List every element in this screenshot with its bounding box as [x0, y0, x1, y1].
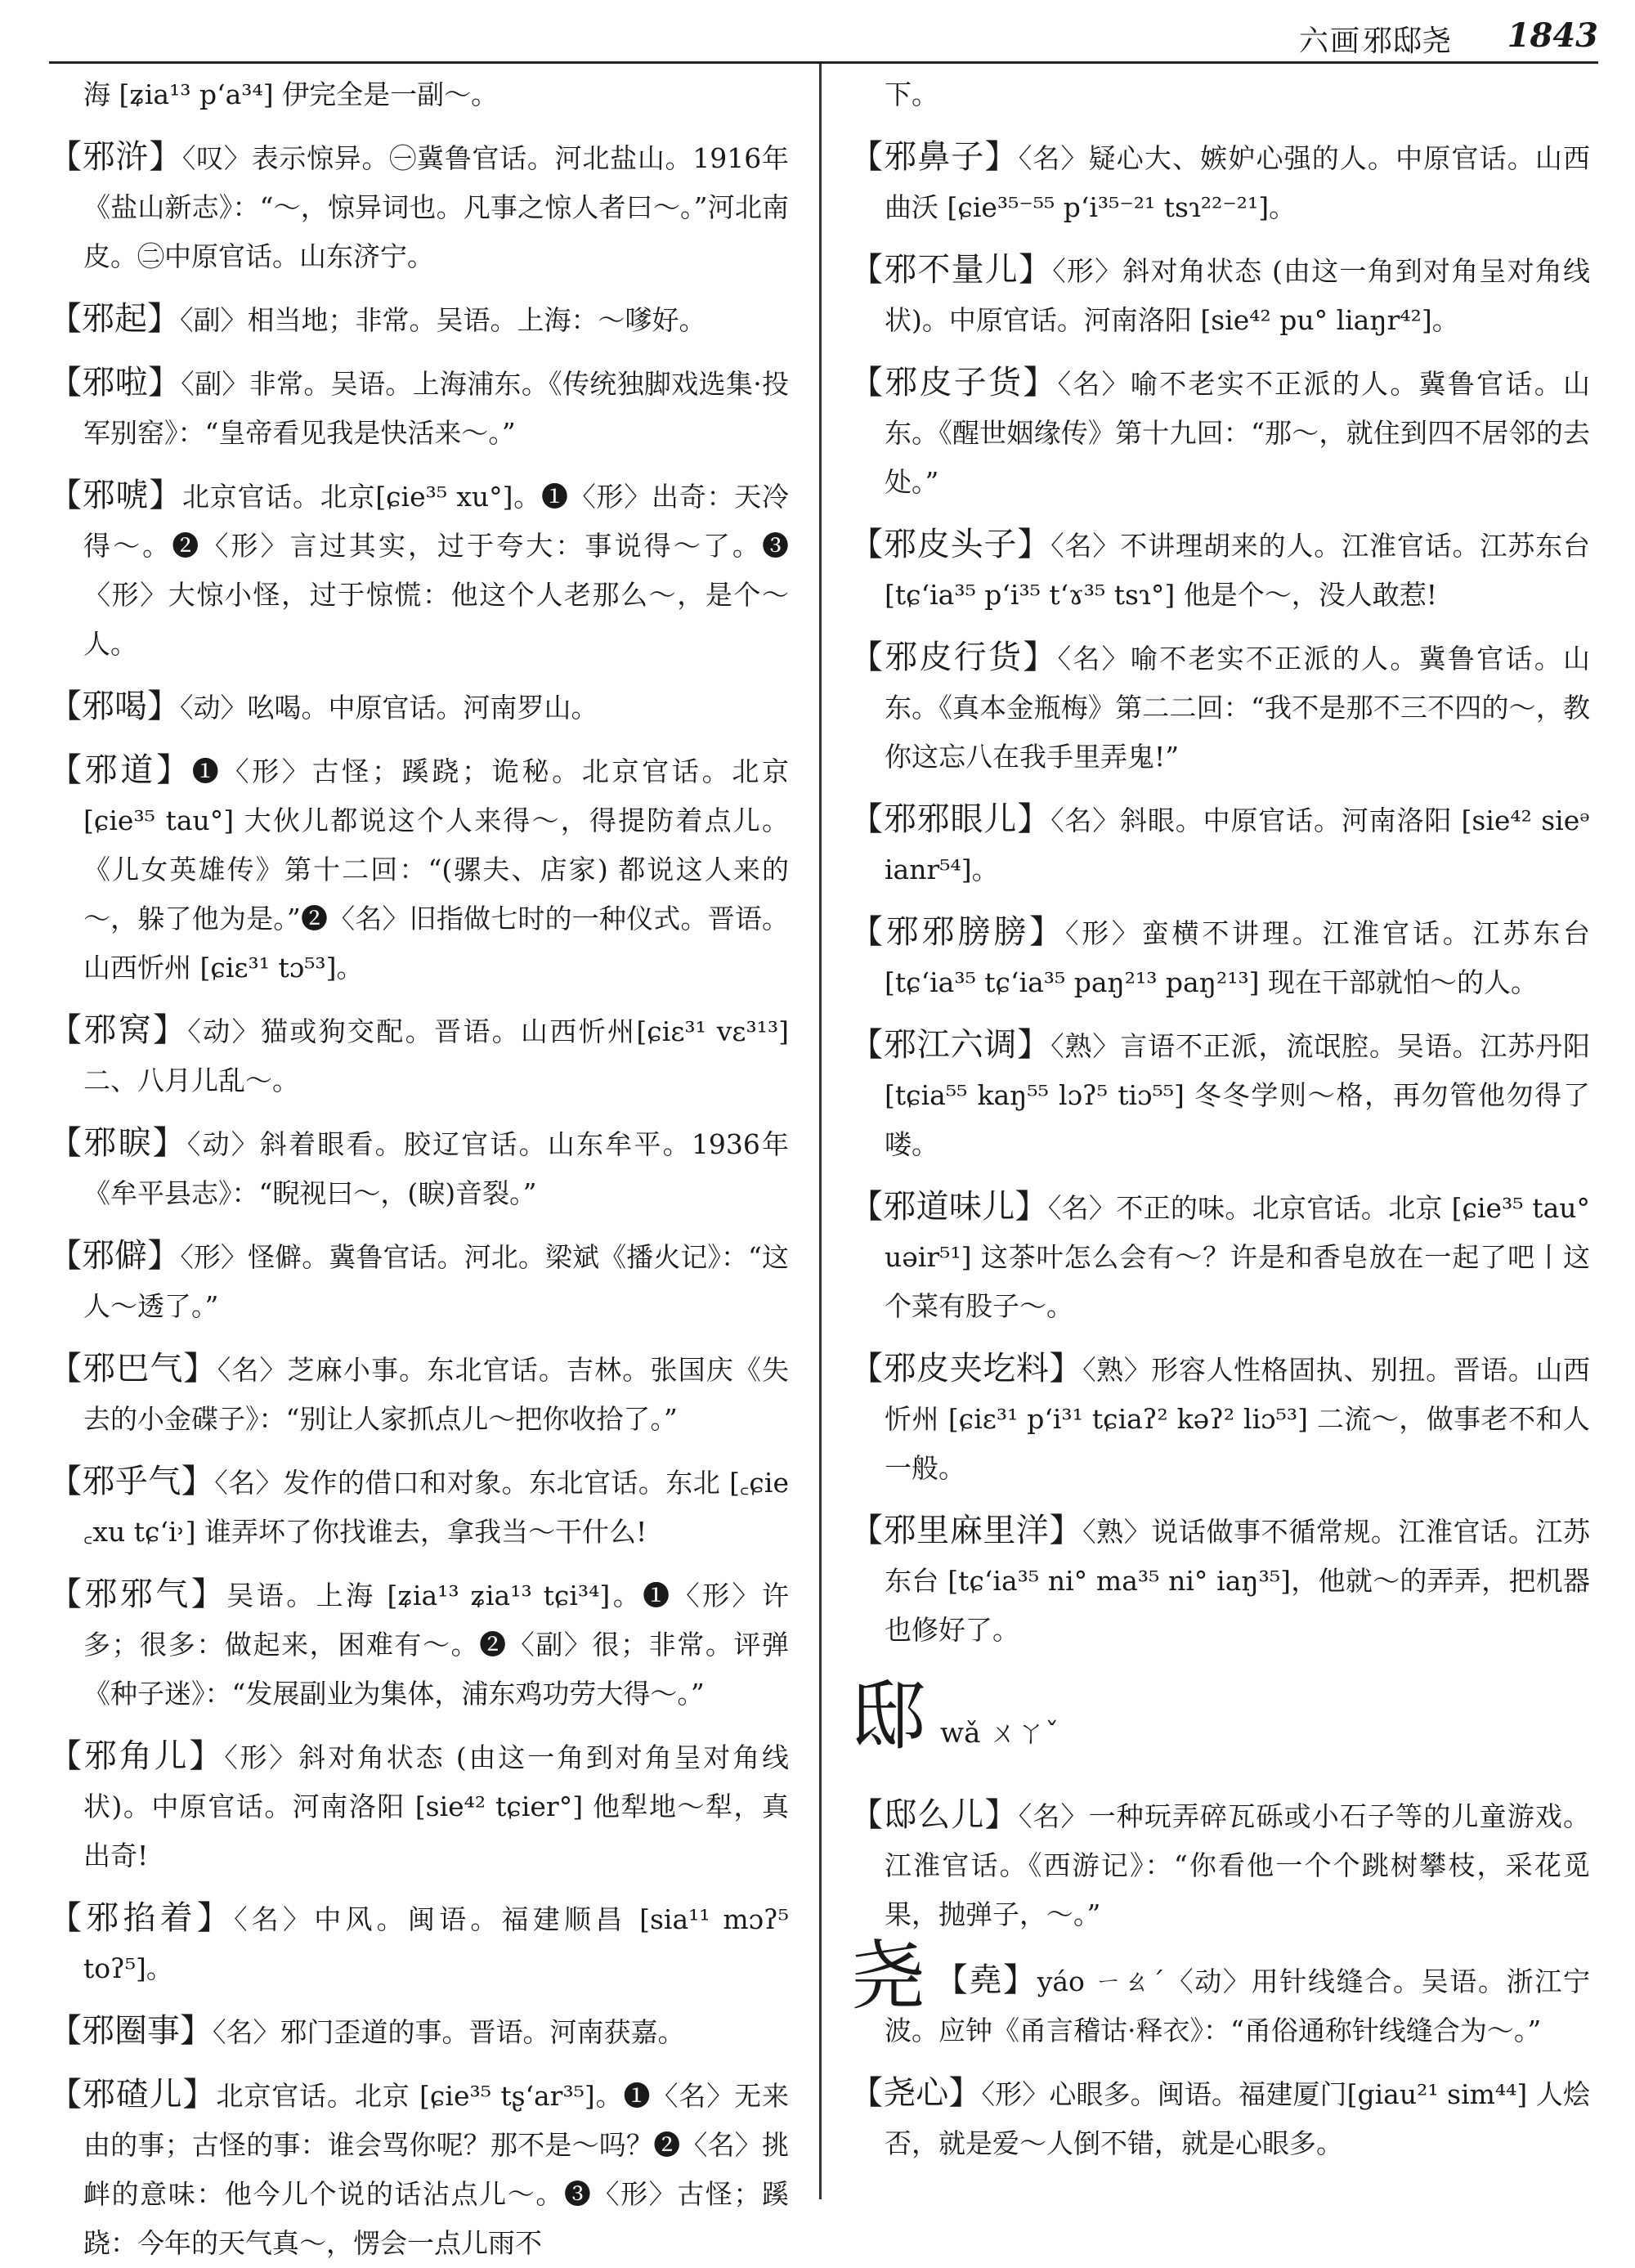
entry-definition: 〈名〉中风。闽语。福建顺昌 [sia¹¹ mɔʔ⁵ toʔ⁵]。: [83, 1903, 790, 1984]
dictionary-entry: [49, 294, 789, 345]
entry-definition: 〈名〉不正的味。北京官话。北京 [ɕie³⁵ tau° uəir⁵¹] 这茶叶怎么会有～？许是和香皂放在一起了吧丨这个菜有股子～。: [885, 1192, 1590, 1322]
dictionary-entry: [850, 1182, 1590, 1331]
dictionary-entry: [49, 1118, 789, 1218]
dictionary-entry: [850, 2069, 1590, 2168]
entry-headword: 【邪窝】: [49, 1011, 188, 1049]
dictionary-entry: [49, 1231, 789, 1331]
entry-headword: 【邪道味儿】: [850, 1188, 1048, 1226]
entry-headword: 【邪皮子货】: [850, 364, 1058, 401]
page-header: [49, 7, 1598, 64]
entry-headword: 【邪不量儿】: [850, 251, 1053, 289]
dictionary-entry: [49, 1457, 789, 1557]
entry-definition: 〈叹〉表示惊异。㊀冀鲁官话。河北盐山。1916年《盐山新志》：“～，惊异词也。凡事之惊人者曰～。”河北南皮。㊁中原官话。山东济宁。: [83, 142, 790, 272]
entry-definition: 〈熟〉说话做事不循常规。江淮官话。江苏东台 [tɕ‘ia³⁵ ni° ma³⁵ ni° iaŋ³⁵]，他就～的弄弄，把机器也修好了。: [885, 1516, 1591, 1646]
dictionary-entry: [850, 1506, 1590, 1655]
page-number: 1843: [1507, 16, 1598, 55]
entry-definition: 下。: [885, 78, 938, 110]
entry-definition: ❶〈形〉古怪；蹊跷；诡秘。北京官话。北京[ɕie³⁵ tau°] 大伙儿都说这个人来得～，得提防着点儿。《儿女英雄传》第十二回：“(骡夫、店家) 都说这人来的～，躲了他为是。”❷〈名〉旧指做七时的一种仪式。晋语。山西忻州 [ɕiɛ³¹ tɔ⁵³]。: [83, 755, 790, 984]
entry-headword: 【邪角儿】: [49, 1737, 225, 1775]
dictionary-entry: [850, 795, 1590, 894]
entry-definition: 〈副〉非常。吴语。上海浦东。《传统独脚戏选集·投军别窑》：“皇帝看见我是快活来～。”: [83, 368, 789, 449]
head-pinyin: wǎ ㄨㄚˇ: [940, 1717, 1059, 1750]
head-character: 邸: [850, 1673, 926, 1760]
entry-headword: 【邪唬】: [49, 477, 182, 514]
entry-headword: 【邪啦】: [49, 364, 181, 401]
dictionary-entry: [850, 245, 1590, 345]
dictionary-entry: [49, 2070, 789, 2268]
dictionary-entry: [49, 1006, 789, 1105]
entry-headword: 【堯】: [934, 1961, 1037, 1999]
dictionary-entry: [49, 471, 789, 669]
column-divider: [819, 64, 822, 2199]
entry-definition: 〈动〉吆喝。中原官话。河南罗山。: [180, 692, 598, 724]
dictionary-entry: [850, 633, 1590, 782]
entry-definition: 〈名〉不讲理胡来的人。江淮官话。江苏东台 [tɕ‘ia³⁵ p‘i³⁵ t‘ɤ³⁵ tsɿ°] 他是个～，没人敢惹!: [885, 530, 1591, 611]
entry-definition: 〈形〉斜对角状态 (由这一角到对角呈对角线状)。中原官话。河南洛阳 [sie⁴² tɕier°] 他犁地～犁，真出奇!: [83, 1741, 789, 1871]
entry-headword: 【邸么儿】: [850, 1796, 1019, 1834]
entry-continuation: [850, 70, 1590, 119]
dictionary-entry: [850, 520, 1590, 620]
entry-definition: 〈名〉芝麻小事。东北官话。吉林。张国庆《失去的小金碟子》：“别让人家抓点儿～把你收拾了。”: [83, 1354, 790, 1435]
dictionary-entry: [49, 746, 789, 993]
entry-headword: 【邪巴气】: [49, 1350, 217, 1387]
entry-headword: 【邪掐着】: [49, 1899, 235, 1937]
left-column: [49, 70, 790, 2259]
header-section: 六画: [1298, 25, 1361, 58]
entry-headword: 【邪里麻里洋】: [850, 1512, 1083, 1549]
dictionary-entry: [850, 132, 1590, 232]
entry-definition: 〈形〉斜对角状态 (由这一角到对角呈对角线状)。中原官话。河南洛阳 [sie⁴² pu° liaŋr⁴²]。: [885, 255, 1590, 336]
entry-headword: 【邪睙】: [49, 1124, 187, 1162]
entry-headword: 【邪起】: [49, 300, 180, 338]
entry-headword: 【邪道】: [49, 751, 192, 789]
entry-definition: 〈形〉怪僻。冀鲁官话。河北。梁斌《播火记》：“这人～透了。”: [83, 1241, 790, 1322]
entry-headword: 【邪碴儿】: [49, 2076, 217, 2113]
dictionary-entry: [49, 2006, 789, 2057]
entry-continuation: [49, 70, 789, 119]
entry-headword: 【邪皮头子】: [850, 526, 1051, 563]
dictionary-entry: [850, 358, 1590, 507]
entry-definition: 北京官话。北京[ɕie³⁵ xu°]。❶〈形〉出奇：天冷得～。❷〈形〉言过其实，过于夸大：事说得～了。❸〈形〉大惊小怪，过于惊慌：他这个人老那么～，是个～人。: [83, 481, 789, 660]
entry-headword: 【邪皮夹圪料】: [850, 1350, 1083, 1387]
dictionary-entry: [850, 908, 1590, 1007]
entry-definition: 〈熟〉形容人性格固执、别扭。晋语。山西忻州 [ɕiɛ³¹ p‘i³¹ tɕiaʔ² kəʔ² liɔ⁵³] 二流～，做事老不和人一般。: [885, 1354, 1591, 1484]
entry-definition: 〈名〉斜眼。中原官话。河南洛阳 [sie⁴² sieᵊ ianr⁵⁴]。: [885, 805, 1590, 885]
right-column: [850, 70, 1590, 2191]
header-rule: [49, 61, 1598, 64]
entry-definition: 〈动〉斜着眼看。胶辽官话。山东牟平。1936年《牟平县志》：“睨视曰～，(睙)音裂。”: [83, 1128, 790, 1209]
entry-definition: 〈名〉邪门歪道的事。晋语。河南获嘉。: [213, 2016, 685, 2048]
entry-definition: 〈形〉心眼多。闽语。福建厦门[giau²¹ sim⁴⁴] 人烩否，就是爱～人倒不错，就是心眼多。: [885, 2078, 1590, 2159]
dictionary-entry: [850, 1933, 1591, 2055]
entry-headword: 【邪邪膀膀】: [850, 913, 1065, 951]
entry-headword: 【邪圈事】: [49, 2012, 213, 2050]
entry-headword: 【邪江六调】: [850, 1026, 1051, 1064]
entry-definition: 〈名〉喻不老实不正派的人。冀鲁官话。山东。《醒世姻缘传》第十九回：“那～，就住到四不居邻的去处。”: [885, 368, 1590, 498]
entry-headword: 【邪僻】: [49, 1237, 181, 1275]
entry-headword: 【邪乎气】: [49, 1463, 215, 1500]
entry-headword: 【邪浒】: [49, 138, 182, 176]
entry-definition: 〈名〉喻不老实不正派的人。冀鲁官话。山东。《真本金瓶梅》第二二回：“我不是那不三不四的～，教你这忘八在我手里弄鬼!”: [885, 643, 1590, 773]
entry-definition: 〈名〉一种玩弄碎瓦砾或小石子等的儿童游戏。江淮官话。《西游记》：“你看他一个个跳树攀枝，采花觅果，抛弹子，～。”: [885, 1800, 1591, 1930]
entry-definition: 吴语。上海 [ʑia¹³ ʑia¹³ tɕi³⁴]。❶〈形〉许多；很多：做起来，困难有～。❷〈副〉很；非常。评弹《种子迷》：“发展副业为集体，浦东鸡功劳大得～。”: [83, 1580, 790, 1710]
entry-headword: 【邪鼻子】: [850, 138, 1019, 176]
character-heading: [850, 1668, 1590, 1782]
entry-definition: 〈副〉相当地；非常。吴语。上海：～嗲好。: [180, 304, 706, 336]
entry-definition: 〈名〉发作的借口和对象。东北官话。东北 [꜀ɕie ꜀xu tɕ‘i˒] 谁弄坏了你找谁去，拿我当～干什么!: [83, 1467, 789, 1548]
entry-headword: 【邪皮行货】: [850, 639, 1058, 676]
dictionary-entry: [49, 1570, 789, 1719]
dictionary-entry: [49, 1344, 789, 1444]
entry-definition: 北京官话。北京 [ɕie³⁵ tʂ‘ar³⁵]。❶〈名〉无来由的事；古怪的事：谁会骂你呢？那不是～吗？❷〈名〉挑衅的意味：他今儿个说的话沾点儿～。❸〈形〉古怪；蹊跷：今年的天气真～，愣会一点儿雨不: [83, 2080, 790, 2259]
dictionary-entry: [49, 1894, 789, 1993]
entry-headword: 【邪喝】: [49, 688, 180, 725]
dictionary-entry: [850, 1020, 1590, 1169]
entry-definition: 〈名〉疑心大、嫉妒心强的人。中原官话。山西曲沃 [ɕie³⁵⁻⁵⁵ p‘i³⁵⁻²¹ tsɿ²²⁻²¹]。: [885, 142, 1591, 223]
dictionary-entry: [850, 1791, 1590, 1939]
dictionary-entry: [49, 682, 789, 733]
entry-definition: yáo ㄧㄠˊ〈动〉用针线缝合。吴语。浙江宁波。应钟《甬言稽诂·释衣》：“甬俗通称针线缝合为～。”: [885, 1965, 1591, 2046]
dictionary-entry: [49, 358, 789, 458]
entry-headword: 【邪邪眼儿】: [850, 800, 1051, 838]
entry-definition: 〈形〉蛮横不讲理。江淮官话。江苏东台 [tɕ‘ia³⁵ tɕ‘ia³⁵ paŋ²¹³ paŋ²¹³] 现在干部就怕～的人。: [885, 917, 1591, 998]
header-characters: 邪邸尧: [1362, 25, 1451, 58]
dictionary-entry: [850, 1344, 1590, 1493]
dictionary-entry: [49, 132, 789, 281]
entry-definition: 海 [ʑia¹³ p‘a³⁴] 伊完全是一副～。: [83, 78, 499, 110]
dictionary-entry: [49, 1732, 789, 1880]
head-character: 尧: [850, 1933, 927, 2020]
entry-headword: 【尧心】: [850, 2074, 982, 2112]
entry-definition: 〈熟〉言语不正派，流氓腔。吴语。江苏丹阳 [tɕia⁵⁵ kaŋ⁵⁵ lɔʔ⁵ tiɔ⁵⁵] 冬冬学则～格，再勿管他勿得了喽。: [885, 1030, 1591, 1160]
entry-definition: 〈动〉猫或狗交配。晋语。山西忻州[ɕiɛ³¹ vɛ³¹³] 二、八月儿乱～。: [83, 1015, 790, 1096]
entry-headword: 【邪邪气】: [49, 1575, 227, 1613]
